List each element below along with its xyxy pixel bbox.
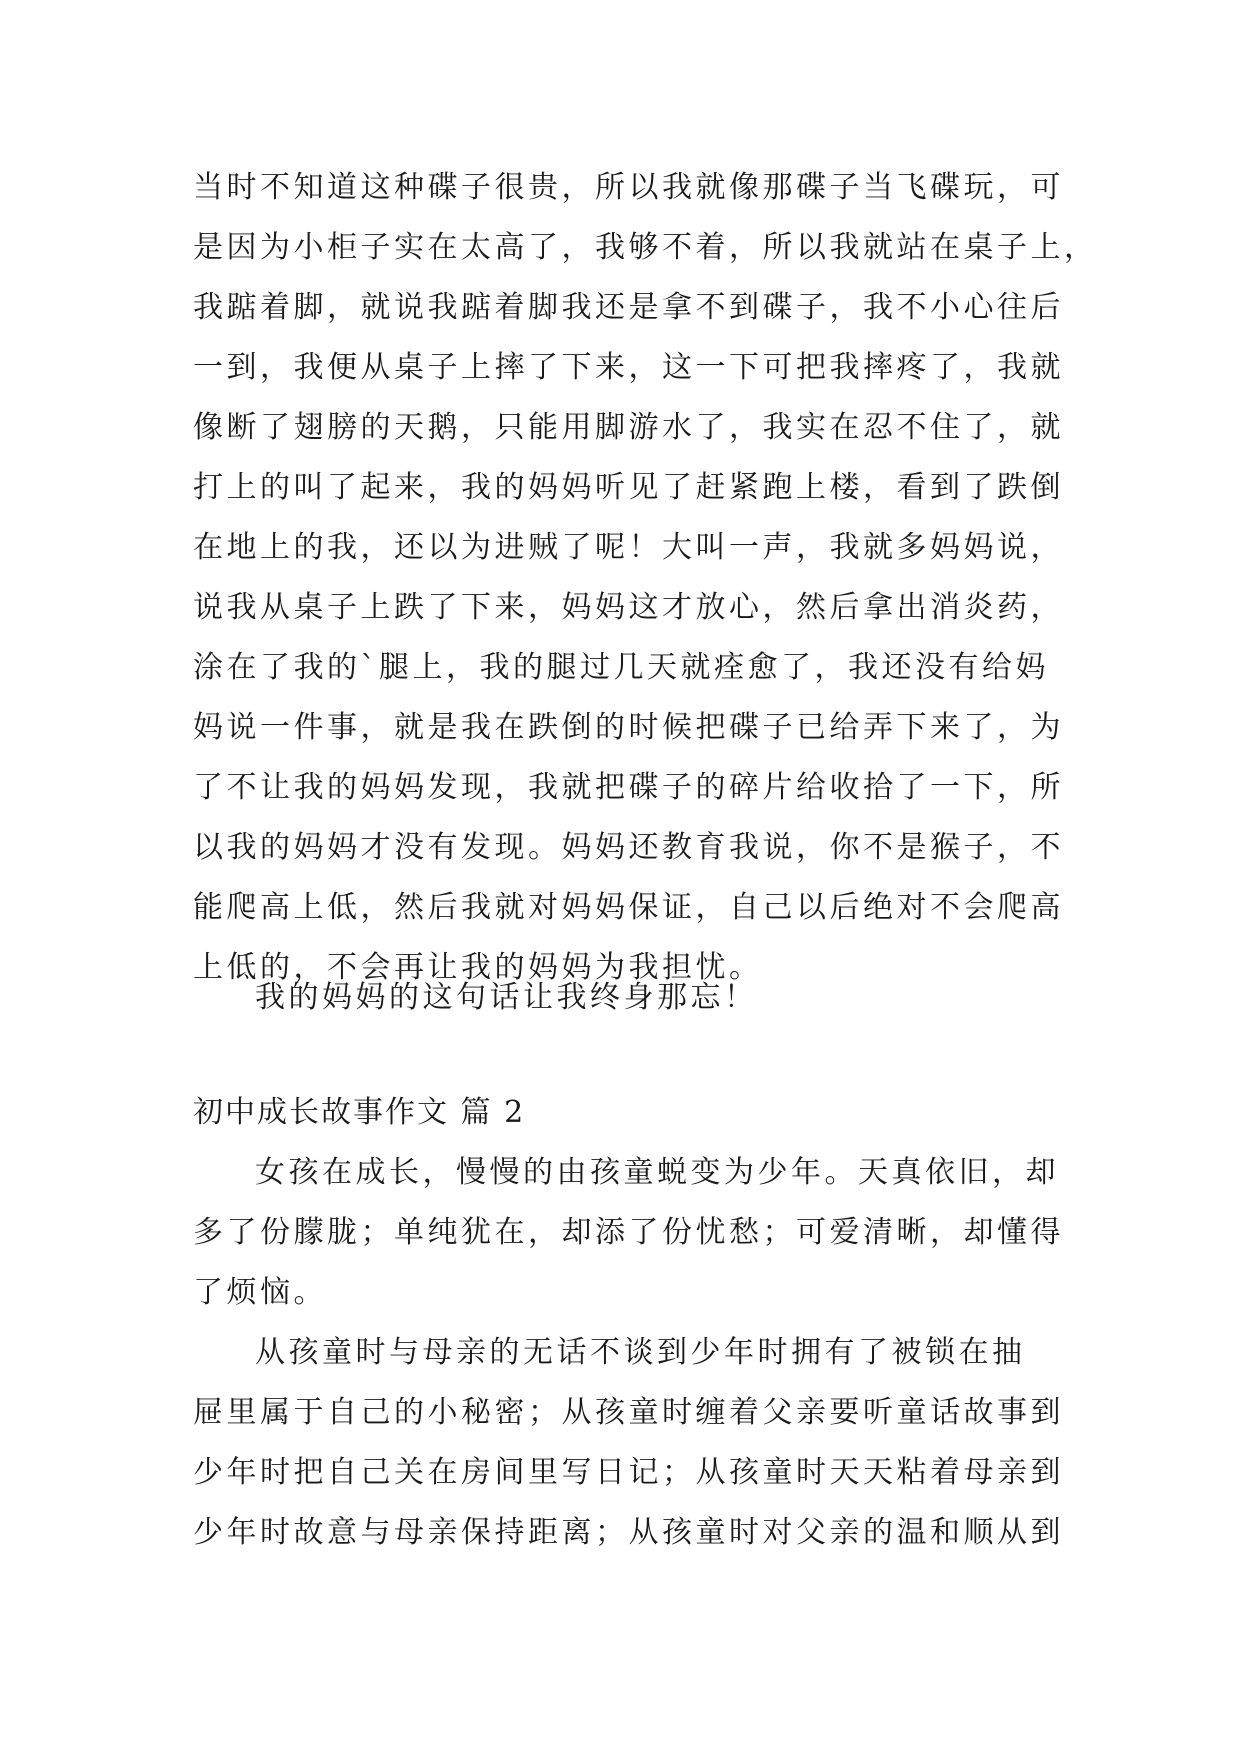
text-line: 我踮着脚，就说我踮着脚我还是拿不到碟子，我不小心往后 <box>193 290 1064 325</box>
text-line: 屉里属于自己的小秘密；从孩童时缠着父亲要听童话故事到 <box>193 1395 1064 1430</box>
text-line: 从孩童时与母亲的无话不谈到少年时拥有了被锁在抽 <box>255 1335 1026 1370</box>
text-line: 多了份朦胧；单纯犹在，却添了份忧愁；可爱清晰，却懂得 <box>193 1215 1064 1250</box>
text-line: 了烦恼。 <box>193 1275 327 1310</box>
text-line: 当时不知道这种碟子很贵，所以我就像那碟子当飞碟玩，可 <box>193 170 1064 205</box>
text-line: 像断了翅膀的天鹅，只能用脚游水了，我实在忍不住了，就 <box>193 410 1064 445</box>
text-line: 少年时故意与母亲保持距离；从孩童时对父亲的温和顺从到 <box>193 1515 1064 1550</box>
text-line: 我的妈妈的这句话让我终身那忘！ <box>255 980 758 1015</box>
paragraph-2 <box>193 968 1063 1028</box>
text-line: 在地上的我，还以为进贼了呢！大叫一声，我就多妈妈说， <box>193 530 1064 565</box>
text-line: 女孩在成长，慢慢的由孩童蜕变为少年。天真依旧，却 <box>255 1155 1059 1190</box>
paragraph-1 <box>193 158 1098 998</box>
text-line: 以我的妈妈才没有发现。妈妈还教育我说，你不是猴子，不 <box>193 830 1064 865</box>
text-line: 一到，我便从桌子上摔了下来，这一下可把我摔疼了，我就 <box>193 350 1064 385</box>
text-line: 上低的，不会再让我的妈妈为我担忧。 <box>193 950 763 985</box>
text-line: 打上的叫了起来，我的妈妈听见了赶紧跑上楼，看到了跌倒 <box>193 470 1064 505</box>
paragraph-3-and-4 <box>193 1143 1063 1563</box>
text-line: 是因为小柜子实在太高了，我够不着，所以我就站在桌子上， <box>193 230 1098 265</box>
text-line: 少年时把自己关在房间里写日记；从孩童时天天粘着母亲到 <box>193 1455 1064 1490</box>
text-line: 能爬高上低，然后我就对妈妈保证，自己以后绝对不会爬高 <box>193 890 1064 925</box>
section-heading: 初中成长故事作文 篇 2 <box>193 1095 526 1130</box>
text-line: 妈说一件事，就是我在跌倒的时候把碟子已给弄下来了，为 <box>193 710 1064 745</box>
text-line: 了不让我的妈妈发现，我就把碟子的碎片给收拾了一下，所 <box>193 770 1064 805</box>
text-line: 说我从桌子上跌了下来，妈妈这才放心，然后拿出消炎药， <box>193 590 1064 625</box>
text-line: 涂在了我的`腿上，我的腿过几天就痊愈了，我还没有给妈 <box>193 650 1049 685</box>
